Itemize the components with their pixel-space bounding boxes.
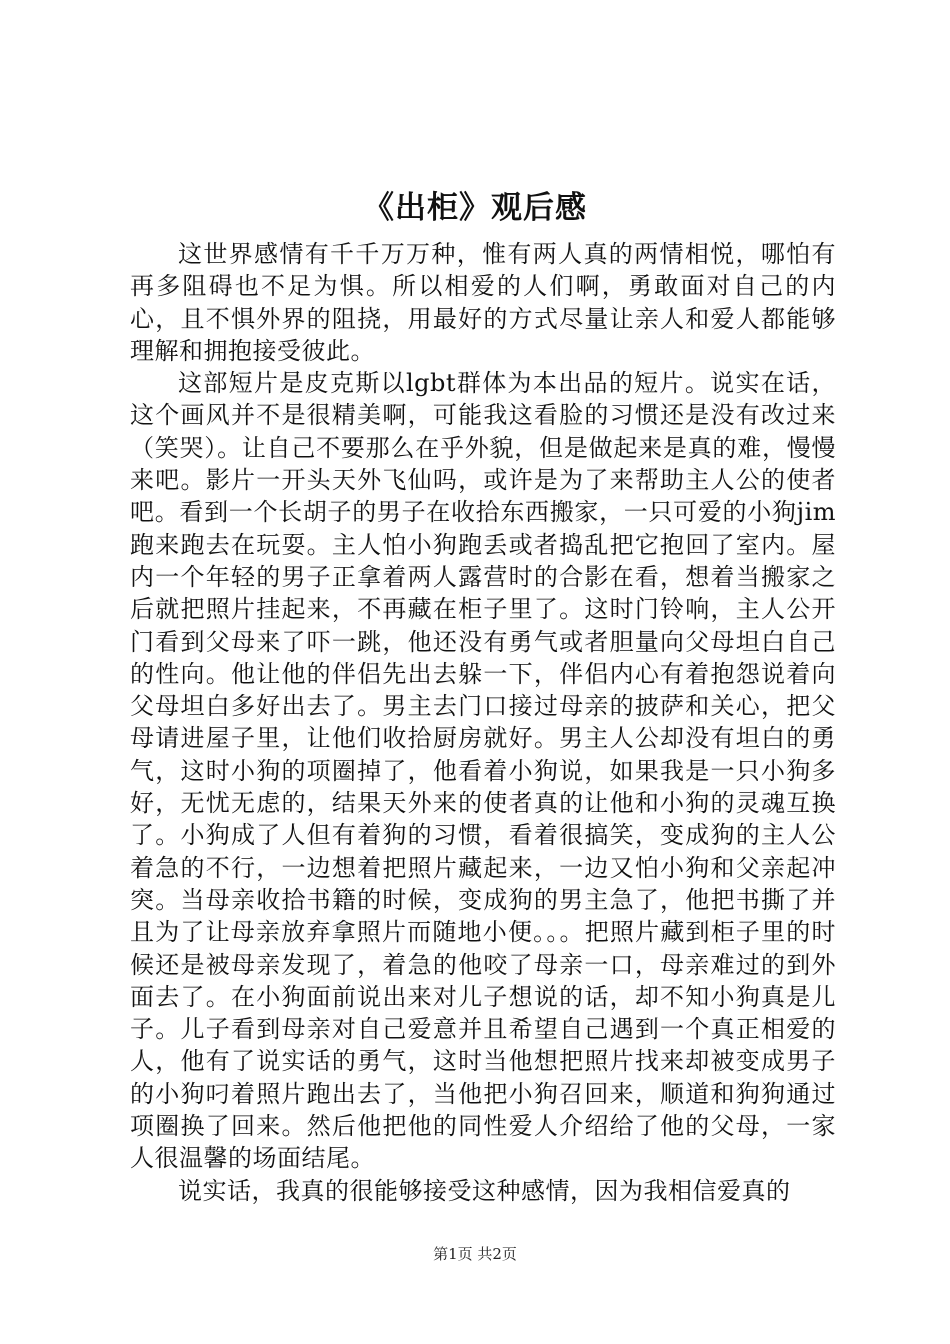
paragraph-summary: 这部短片是皮克斯以lgbt群体为本出品的短片。说实在话，这个画风并不是很精美啊，可能我这看脸的习惯还是没有改过来（笑哭）。让自己不要那么在乎外貌，但是做起来是真的难，慢慢来吧。影片一开头天外飞仙吗，或许是为了来帮助主人公的使者吧。看到一个长胡子的男子在收拾东西搬家，一只可爱的小狗jim跑来跑去在玩耍。主人怕小狗跑丢或者捣乱把它抱回了室内。屋内一个年轻的男子正拿着两人露营时的合影在看，想着当搬家之后就把照片挂起来，不再藏在柜子里了。这时门铃响，主人公开门看到父母来了吓一跳，他还没有勇气或者胆量向父母坦白自己的性向。他让他的伴侣先出去躲一下，伴侣内心有着抱怨说着向父母坦白多好出去了。男主去门口接过母亲的披萨和关心，把父母请进屋子里，让他们收拾厨房就好。男主人公却没有坦白的勇气，这时小狗的项圈掉了，他看着小狗说，如果我是一只小狗多好，无忧无虑的，结果天外来的使者真的让他和小狗的灵魂互换了。小狗成了人但有着狗的习惯，看着很搞笑，变成狗的主人公着急的不行，一边想着把照片藏起来，一边又怕小狗和父亲起冲突。当母亲收拾书籍的时候，变成狗的男主急了，他把书撕了并且为了让母亲放弃拿照片而随地小便。。。把照片藏到柜子里的时候还是被母亲发现了，着急的他咬了母亲一口，母亲难过的到外面去了。在小狗面前说出来对儿子想说的话，却不知小狗真是儿子。儿子看到母亲对自己爱意并且希望自己遇到一个真正相爱的人，他有了说实话的勇气，这时当他想把照片找来却被变成男子的小狗叼着照片跑出去了，当他把小狗召回来，顺道和狗狗通过项圈换了回来。然后他把他的同性爱人介绍给了他的父母，一家人很温馨的场面结尾。 (130, 369, 836, 1173)
paragraph-intro: 这世界感情有千千万万种，惟有两人真的两情相悦，哪怕有再多阻碍也不足为惧。所以相爱的人们啊，勇敢面对自己的内心，且不惧外界的阻挠，用最好的方式尽量让亲人和爱人都能够理解和拥抱接受彼此。 (130, 240, 836, 365)
document-title: 《出柜》观后感 (363, 190, 587, 226)
paragraph-conclusion: 说实话，我真的很能够接受这种感情，因为我相信爱真的 (178, 1176, 791, 1205)
document-body (130, 238, 836, 1207)
page-number-footer: 第1页 共2页 (433, 1245, 517, 1263)
